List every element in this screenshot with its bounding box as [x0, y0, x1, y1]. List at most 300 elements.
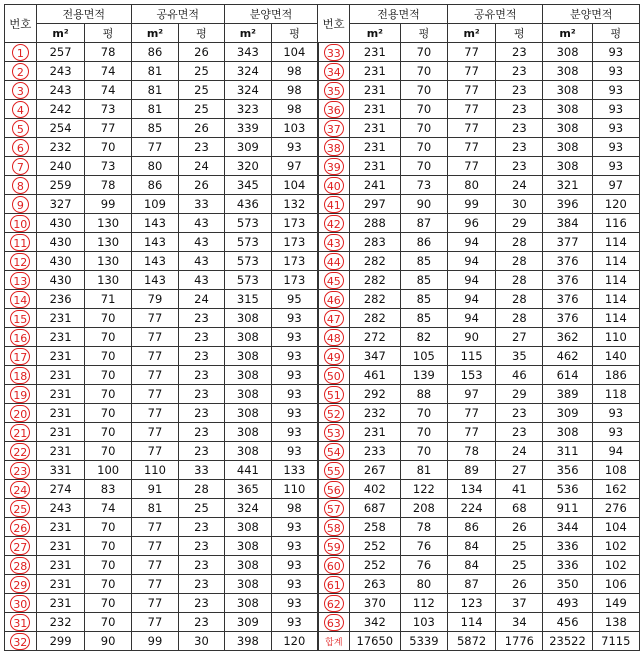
sale-pyeong-cell: 104 — [271, 43, 317, 62]
sale-pyeong-cell: 110 — [271, 480, 317, 499]
table-row — [5, 119, 640, 138]
common-pyeong-cell: 33 — [179, 461, 225, 480]
sale-pyeong-cell: 93 — [271, 138, 317, 157]
table-row — [5, 632, 640, 651]
common-m2-cell: 80 — [448, 176, 496, 195]
circled-unit-number: 10 — [10, 215, 30, 232]
exclusive-m2-cell: 297 — [349, 195, 400, 214]
common-pyeong-cell: 33 — [179, 195, 225, 214]
sale-pyeong-cell: 97 — [271, 157, 317, 176]
table-row — [5, 423, 640, 442]
unit-number-cell — [5, 214, 37, 233]
common-m2-cell: 86 — [131, 43, 178, 62]
exclusive-pyeong-cell: 82 — [400, 328, 447, 347]
exclusive-m2-cell: 282 — [349, 252, 400, 271]
common-pyeong-cell: 28 — [496, 271, 543, 290]
common-pyeong-cell: 26 — [179, 119, 225, 138]
unit-number-cell — [318, 138, 350, 157]
exclusive-m2-cell: 282 — [349, 290, 400, 309]
common-pyeong-cell: 23 — [496, 43, 543, 62]
sale-m2-cell: 344 — [543, 518, 592, 537]
unit-number-cell — [5, 252, 37, 271]
common-m2-cell: 77 — [131, 385, 178, 404]
unit-number-cell — [5, 518, 37, 537]
exclusive-m2-cell: 252 — [349, 537, 400, 556]
exclusive-m2-cell: 241 — [349, 176, 400, 195]
unit-pyeong-header: 평 — [400, 24, 447, 43]
unit-number-cell — [318, 575, 350, 594]
circled-unit-number: 4 — [12, 101, 29, 118]
circled-unit-number: 27 — [10, 538, 30, 555]
common-m2-cell: 94 — [448, 252, 496, 271]
common-m2-cell: 96 — [448, 214, 496, 233]
exclusive-pyeong-cell: 70 — [85, 347, 131, 366]
table-row — [5, 575, 640, 594]
circled-unit-number: 50 — [324, 367, 344, 384]
sale-pyeong-cell: 120 — [271, 632, 317, 651]
sale-pyeong-cell: 186 — [592, 366, 639, 385]
sale-m2-cell: 389 — [543, 385, 592, 404]
unit-number-cell — [5, 138, 37, 157]
sale-m2-cell: 573 — [224, 271, 271, 290]
common-m2-cell: 77 — [448, 81, 496, 100]
exclusive-m2-cell: 231 — [36, 442, 85, 461]
common-pyeong-cell: 23 — [496, 157, 543, 176]
sale-m2-cell: 324 — [224, 499, 271, 518]
common-pyeong-cell: 26 — [496, 575, 543, 594]
sale-m2-cell: 377 — [543, 233, 592, 252]
unit-number-cell — [318, 252, 350, 271]
exclusive-m2-cell: 17650 — [349, 632, 400, 651]
common-m2-cell: 77 — [448, 404, 496, 423]
common-m2-cell: 94 — [448, 233, 496, 252]
table-row — [5, 252, 640, 271]
circled-unit-number: 52 — [324, 405, 344, 422]
unit-number-cell — [318, 518, 350, 537]
unit-number-cell — [5, 404, 37, 423]
exclusive-pyeong-cell: 81 — [400, 461, 447, 480]
unit-number-cell — [318, 157, 350, 176]
common-m2-cell: 77 — [131, 423, 178, 442]
exclusive-pyeong-cell: 70 — [400, 423, 447, 442]
sale-m2-cell: 396 — [543, 195, 592, 214]
table-row — [5, 385, 640, 404]
common-pyeong-cell: 24 — [496, 442, 543, 461]
unit-number-cell — [5, 385, 37, 404]
sale-m2-cell: 441 — [224, 461, 271, 480]
exclusive-m2-cell: 243 — [36, 81, 85, 100]
circled-unit-number: 12 — [10, 253, 30, 270]
sale-pyeong-cell: 106 — [592, 575, 639, 594]
common-pyeong-cell: 1776 — [496, 632, 543, 651]
exclusive-pyeong-cell: 70 — [85, 385, 131, 404]
unit-number-cell — [318, 613, 350, 632]
unit-number-cell — [5, 81, 37, 100]
unit-number-cell — [5, 157, 37, 176]
exclusive-pyeong-cell: 70 — [85, 518, 131, 537]
circled-unit-number: 41 — [324, 196, 344, 213]
sale-pyeong-cell: 114 — [592, 290, 639, 309]
sale-pyeong-cell: 93 — [271, 556, 317, 575]
unit-number-cell — [5, 632, 37, 651]
exclusive-m2-cell: 231 — [36, 328, 85, 347]
exclusive-pyeong-cell: 70 — [400, 62, 447, 81]
exclusive-pyeong-cell: 70 — [400, 157, 447, 176]
table-row — [5, 233, 640, 252]
circled-unit-number: 13 — [10, 272, 30, 289]
common-pyeong-cell: 26 — [179, 176, 225, 195]
common-m2-cell: 79 — [131, 290, 178, 309]
sale-m2-cell: 308 — [224, 594, 271, 613]
sale-m2-cell: 308 — [543, 423, 592, 442]
unit-number-cell — [318, 290, 350, 309]
circled-unit-number: 38 — [324, 139, 344, 156]
sale-m2-cell: 376 — [543, 271, 592, 290]
common-pyeong-cell: 25 — [496, 537, 543, 556]
sale-m2-cell: 911 — [543, 499, 592, 518]
sale-m2-cell: 343 — [224, 43, 271, 62]
common-pyeong-cell: 41 — [496, 480, 543, 499]
unit-number-cell — [5, 271, 37, 290]
exclusive-m2-cell: 233 — [349, 442, 400, 461]
circled-unit-number: 46 — [324, 291, 344, 308]
sale-pyeong-cell: 93 — [592, 119, 639, 138]
sale-m2-cell: 308 — [224, 575, 271, 594]
common-pyeong-cell: 27 — [496, 461, 543, 480]
sale-pyeong-cell: 93 — [271, 442, 317, 461]
exclusive-pyeong-cell: 78 — [85, 43, 131, 62]
area-table — [4, 4, 640, 651]
common-pyeong-cell: 37 — [496, 594, 543, 613]
common-pyeong-cell: 43 — [179, 233, 225, 252]
circled-unit-number: 9 — [12, 196, 29, 213]
exclusive-m2-cell: 288 — [349, 214, 400, 233]
sale-pyeong-cell: 95 — [271, 290, 317, 309]
exclusive-pyeong-cell: 70 — [400, 138, 447, 157]
common-m2-cell: 99 — [448, 195, 496, 214]
exclusive-pyeong-cell: 70 — [85, 556, 131, 575]
common-m2-cell: 77 — [448, 119, 496, 138]
common-pyeong-cell: 23 — [179, 556, 225, 575]
exclusive-m2-cell: 327 — [36, 195, 85, 214]
common-m2-cell: 91 — [131, 480, 178, 499]
exclusive-m2-cell: 243 — [36, 499, 85, 518]
common-pyeong-cell: 25 — [179, 499, 225, 518]
sale-m2-cell: 456 — [543, 613, 592, 632]
exclusive-pyeong-cell: 73 — [400, 176, 447, 195]
common-pyeong-cell: 23 — [179, 328, 225, 347]
table-row — [5, 537, 640, 556]
sale-pyeong-cell: 173 — [271, 233, 317, 252]
exclusive-m2-cell: 258 — [349, 518, 400, 537]
sale-pyeong-cell: 93 — [592, 62, 639, 81]
sale-pyeong-cell: 98 — [271, 62, 317, 81]
common-m2-cell: 77 — [131, 556, 178, 575]
sale-pyeong-cell: 93 — [271, 347, 317, 366]
table-row — [5, 347, 640, 366]
sale-pyeong-cell: 93 — [592, 157, 639, 176]
common-pyeong-cell: 46 — [496, 366, 543, 385]
circled-unit-number: 61 — [324, 576, 344, 593]
sale-pyeong-cell: 98 — [271, 100, 317, 119]
common-pyeong-cell: 23 — [496, 138, 543, 157]
table-row — [5, 442, 640, 461]
exclusive-pyeong-cell: 70 — [400, 81, 447, 100]
circled-unit-number: 35 — [324, 82, 344, 99]
table-row — [5, 271, 640, 290]
circled-unit-number: 25 — [10, 500, 30, 517]
exclusive-pyeong-cell: 86 — [400, 233, 447, 252]
common-m2-cell: 81 — [131, 499, 178, 518]
common-pyeong-cell: 23 — [179, 575, 225, 594]
sale-area-header: 분양면적 — [224, 5, 317, 24]
exclusive-m2-cell: 231 — [36, 556, 85, 575]
number-header: 번호 — [318, 5, 350, 43]
exclusive-m2-cell: 231 — [349, 119, 400, 138]
unit-number-cell — [318, 233, 350, 252]
common-m2-cell: 143 — [131, 233, 178, 252]
exclusive-m2-cell: 402 — [349, 480, 400, 499]
unit-number-cell — [318, 442, 350, 461]
unit-number-cell — [318, 366, 350, 385]
common-pyeong-cell: 23 — [179, 613, 225, 632]
circled-unit-number: 16 — [10, 329, 30, 346]
sale-pyeong-cell: 93 — [592, 81, 639, 100]
exclusive-pyeong-cell: 70 — [400, 442, 447, 461]
common-area-header: 공유면적 — [131, 5, 224, 24]
exclusive-m2-cell: 231 — [36, 575, 85, 594]
circled-unit-number: 11 — [10, 234, 30, 251]
unit-number-cell — [5, 309, 37, 328]
common-m2-cell: 94 — [448, 309, 496, 328]
sale-m2-cell: 493 — [543, 594, 592, 613]
sale-m2-cell: 308 — [224, 404, 271, 423]
exclusive-pyeong-cell: 70 — [85, 366, 131, 385]
exclusive-m2-cell: 267 — [349, 461, 400, 480]
sale-pyeong-cell: 118 — [592, 385, 639, 404]
exclusive-pyeong-cell: 100 — [85, 461, 131, 480]
sale-pyeong-cell: 93 — [271, 385, 317, 404]
circled-unit-number: 43 — [324, 234, 344, 251]
circled-unit-number: 1 — [12, 44, 29, 61]
unit-number-cell — [318, 309, 350, 328]
exclusive-pyeong-cell: 88 — [400, 385, 447, 404]
circled-unit-number: 51 — [324, 386, 344, 403]
common-m2-cell: 109 — [131, 195, 178, 214]
sale-pyeong-cell: 173 — [271, 252, 317, 271]
sale-m2-cell: 308 — [543, 157, 592, 176]
exclusive-m2-cell: 259 — [36, 176, 85, 195]
exclusive-m2-cell: 231 — [36, 518, 85, 537]
exclusive-m2-cell: 292 — [349, 385, 400, 404]
circled-unit-number: 33 — [324, 44, 344, 61]
sale-m2-cell: 308 — [543, 100, 592, 119]
common-pyeong-cell: 28 — [496, 233, 543, 252]
common-pyeong-cell: 23 — [179, 594, 225, 613]
common-m2-cell: 77 — [448, 423, 496, 442]
exclusive-m2-cell: 252 — [349, 556, 400, 575]
exclusive-m2-cell: 430 — [36, 214, 85, 233]
exclusive-pyeong-cell: 103 — [400, 613, 447, 632]
sale-m2-cell: 350 — [543, 575, 592, 594]
unit-number-cell — [5, 366, 37, 385]
exclusive-m2-cell: 231 — [349, 138, 400, 157]
sale-pyeong-cell: 114 — [592, 233, 639, 252]
sale-pyeong-cell: 149 — [592, 594, 639, 613]
exclusive-m2-cell: 461 — [349, 366, 400, 385]
sale-m2-cell: 573 — [224, 214, 271, 233]
common-area-header: 공유면적 — [448, 5, 543, 24]
unit-number-cell — [5, 347, 37, 366]
common-m2-cell: 110 — [131, 461, 178, 480]
common-m2-cell: 86 — [131, 176, 178, 195]
common-pyeong-cell: 29 — [496, 214, 543, 233]
circled-unit-number: 19 — [10, 386, 30, 403]
exclusive-m2-cell: 430 — [36, 252, 85, 271]
unit-number-cell — [5, 195, 37, 214]
circled-unit-number: 22 — [10, 443, 30, 460]
circled-unit-number: 49 — [324, 348, 344, 365]
circled-unit-number: 40 — [324, 177, 344, 194]
sale-m2-cell: 308 — [224, 556, 271, 575]
unit-number-cell — [5, 290, 37, 309]
sale-m2-cell: 345 — [224, 176, 271, 195]
common-pyeong-cell: 27 — [496, 328, 543, 347]
unit-number-cell — [318, 461, 350, 480]
sale-pyeong-cell: 108 — [592, 461, 639, 480]
unit-number-cell — [5, 537, 37, 556]
sale-m2-cell: 536 — [543, 480, 592, 499]
exclusive-m2-cell: 283 — [349, 233, 400, 252]
common-m2-cell: 80 — [131, 157, 178, 176]
circled-unit-number: 15 — [10, 310, 30, 327]
table-row — [5, 613, 640, 632]
exclusive-m2-cell: 687 — [349, 499, 400, 518]
common-pyeong-cell: 24 — [179, 290, 225, 309]
exclusive-pyeong-cell: 78 — [400, 518, 447, 537]
sale-m2-cell: 309 — [224, 138, 271, 157]
common-pyeong-cell: 30 — [496, 195, 543, 214]
unit-number-cell — [318, 499, 350, 518]
sale-pyeong-cell: 93 — [271, 594, 317, 613]
sale-pyeong-cell: 93 — [271, 328, 317, 347]
common-m2-cell: 97 — [448, 385, 496, 404]
exclusive-pyeong-cell: 90 — [400, 195, 447, 214]
common-m2-cell: 84 — [448, 556, 496, 575]
exclusive-m2-cell: 254 — [36, 119, 85, 138]
common-m2-cell: 77 — [448, 100, 496, 119]
sale-m2-cell: 309 — [543, 404, 592, 423]
exclusive-pyeong-cell: 70 — [85, 537, 131, 556]
unit-number-cell — [5, 119, 37, 138]
table-row — [5, 404, 640, 423]
unit-m2-header: m² — [448, 24, 496, 43]
exclusive-m2-cell: 231 — [36, 309, 85, 328]
sale-m2-cell: 376 — [543, 290, 592, 309]
circled-unit-number: 58 — [324, 519, 344, 536]
unit-number-cell — [318, 594, 350, 613]
circled-unit-number: 47 — [324, 310, 344, 327]
common-pyeong-cell: 23 — [496, 100, 543, 119]
exclusive-pyeong-cell: 85 — [400, 290, 447, 309]
unit-number-cell — [318, 119, 350, 138]
exclusive-pyeong-cell: 87 — [400, 214, 447, 233]
table-row — [5, 157, 640, 176]
sale-m2-cell: 376 — [543, 252, 592, 271]
common-pyeong-cell: 23 — [496, 404, 543, 423]
sale-m2-cell: 356 — [543, 461, 592, 480]
common-m2-cell: 78 — [448, 442, 496, 461]
unit-number-cell — [318, 480, 350, 499]
common-m2-cell: 77 — [448, 138, 496, 157]
common-pyeong-cell: 24 — [496, 176, 543, 195]
unit-number-cell — [5, 613, 37, 632]
exclusive-pyeong-cell: 70 — [400, 119, 447, 138]
exclusive-pyeong-cell: 74 — [85, 81, 131, 100]
unit-number-cell — [5, 233, 37, 252]
sale-m2-cell: 320 — [224, 157, 271, 176]
circled-unit-number: 6 — [12, 139, 29, 156]
common-pyeong-cell: 29 — [496, 385, 543, 404]
exclusive-m2-cell: 231 — [349, 157, 400, 176]
common-pyeong-cell: 23 — [179, 309, 225, 328]
exclusive-pyeong-cell: 99 — [85, 195, 131, 214]
unit-number-cell — [5, 328, 37, 347]
exclusive-pyeong-cell: 70 — [400, 43, 447, 62]
sale-m2-cell: 362 — [543, 328, 592, 347]
table-row — [5, 309, 640, 328]
unit-number-cell — [5, 62, 37, 81]
unit-m2-header: m² — [36, 24, 85, 43]
common-pyeong-cell: 26 — [179, 43, 225, 62]
unit-pyeong-header: 평 — [85, 24, 131, 43]
sale-m2-cell: 309 — [224, 613, 271, 632]
common-m2-cell: 77 — [448, 157, 496, 176]
sale-m2-cell: 573 — [224, 252, 271, 271]
common-pyeong-cell: 43 — [179, 214, 225, 233]
common-m2-cell: 153 — [448, 366, 496, 385]
exclusive-m2-cell: 231 — [36, 385, 85, 404]
unit-pyeong-header: 평 — [271, 24, 317, 43]
exclusive-pyeong-cell: 83 — [85, 480, 131, 499]
unit-number-cell — [5, 442, 37, 461]
exclusive-m2-cell: 232 — [349, 404, 400, 423]
circled-unit-number: 17 — [10, 348, 30, 365]
exclusive-pyeong-cell: 70 — [85, 138, 131, 157]
unit-number-cell — [318, 556, 350, 575]
exclusive-m2-cell: 370 — [349, 594, 400, 613]
circled-unit-number: 18 — [10, 367, 30, 384]
sale-pyeong-cell: 120 — [592, 195, 639, 214]
unit-number-cell — [5, 594, 37, 613]
exclusive-pyeong-cell: 73 — [85, 100, 131, 119]
sale-pyeong-cell: 114 — [592, 271, 639, 290]
circled-unit-number: 26 — [10, 519, 30, 536]
common-pyeong-cell: 23 — [179, 385, 225, 404]
exclusive-pyeong-cell: 85 — [400, 309, 447, 328]
exclusive-pyeong-cell: 85 — [400, 271, 447, 290]
table-row — [5, 556, 640, 575]
circled-unit-number: 62 — [324, 595, 344, 612]
sale-pyeong-cell: 133 — [271, 461, 317, 480]
exclusive-m2-cell: 231 — [36, 537, 85, 556]
sale-m2-cell: 376 — [543, 309, 592, 328]
exclusive-pyeong-cell: 70 — [400, 100, 447, 119]
sale-pyeong-cell: 116 — [592, 214, 639, 233]
sale-pyeong-cell: 93 — [271, 423, 317, 442]
exclusive-pyeong-cell: 76 — [400, 556, 447, 575]
sale-pyeong-cell: 93 — [271, 518, 317, 537]
